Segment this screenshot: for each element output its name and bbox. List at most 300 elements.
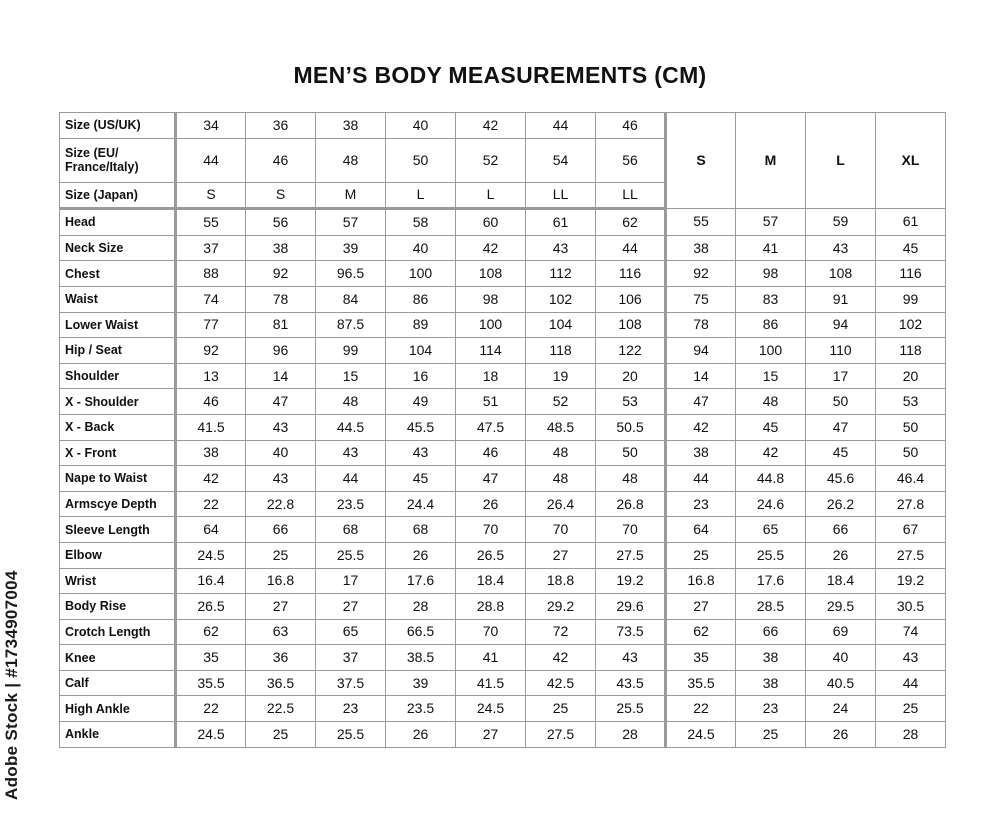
header-size-cell: LL [526, 182, 596, 209]
measurement-value: 27 [666, 594, 736, 620]
measurement-value: 28.8 [456, 594, 526, 620]
measurement-value: 48 [316, 389, 386, 415]
measurement-value: 62 [666, 619, 736, 645]
measurement-value: 45.6 [806, 466, 876, 492]
measurement-value: 15 [736, 363, 806, 389]
measurement-value: 118 [526, 338, 596, 364]
measurement-value: 86 [736, 312, 806, 338]
measurement-value: 29.5 [806, 594, 876, 620]
measurement-value: 50 [876, 414, 946, 440]
header-size-cell: 52 [456, 138, 526, 182]
measurement-label: Hip / Seat [60, 338, 176, 364]
measurement-row [60, 235, 946, 261]
measurement-value: 49 [386, 389, 456, 415]
header-size-cell: 48 [316, 138, 386, 182]
measurement-value: 39 [316, 235, 386, 261]
measurement-value: 108 [806, 261, 876, 287]
header-size-cell: 56 [596, 138, 666, 182]
measurement-label: X - Back [60, 414, 176, 440]
measurement-row [60, 568, 946, 594]
measurement-value: 38 [666, 440, 736, 466]
measurement-label: X - Shoulder [60, 389, 176, 415]
measurement-value: 19.2 [876, 568, 946, 594]
measurement-row [60, 338, 946, 364]
measurement-row [60, 363, 946, 389]
measurement-label: X - Front [60, 440, 176, 466]
measurement-value: 94 [806, 312, 876, 338]
measurement-value: 92 [246, 261, 316, 287]
measurement-value: 22 [176, 491, 246, 517]
measurement-value: 64 [176, 517, 246, 543]
header-size-cell: S [246, 182, 316, 209]
measurement-value: 43 [806, 235, 876, 261]
measurement-value: 38 [736, 645, 806, 671]
measurement-value: 92 [666, 261, 736, 287]
measurement-value: 41.5 [456, 670, 526, 696]
measurement-row [60, 491, 946, 517]
measurement-row [60, 209, 946, 236]
measurement-value: 44 [316, 466, 386, 492]
measurement-value: 16.8 [666, 568, 736, 594]
measurement-value: 40 [246, 440, 316, 466]
measurement-value: 100 [736, 338, 806, 364]
measurement-value: 29.2 [526, 594, 596, 620]
header-size-cell: 44 [176, 138, 246, 182]
measurement-value: 13 [176, 363, 246, 389]
header-size-cell: L [456, 182, 526, 209]
measurement-value: 28 [596, 722, 666, 748]
measurement-value: 77 [176, 312, 246, 338]
measurement-value: 26.4 [526, 491, 596, 517]
measurement-value: 20 [596, 363, 666, 389]
measurement-value: 53 [596, 389, 666, 415]
measurement-value: 24.4 [386, 491, 456, 517]
measurement-value: 69 [806, 619, 876, 645]
stock-watermark: Adobe Stock | #1734907004 [2, 570, 21, 800]
measurement-value: 50.5 [596, 414, 666, 440]
measurement-value: 26 [386, 722, 456, 748]
header-size-cell: 46 [596, 113, 666, 139]
measurement-value: 41 [736, 235, 806, 261]
measurement-value: 65 [316, 619, 386, 645]
measurement-value: 63 [246, 619, 316, 645]
measurement-value: 70 [596, 517, 666, 543]
measurement-label: Elbow [60, 542, 176, 568]
measurement-value: 62 [176, 619, 246, 645]
measurement-value: 24 [806, 696, 876, 722]
measurement-value: 48.5 [526, 414, 596, 440]
measurement-value: 51 [456, 389, 526, 415]
measurement-value: 108 [456, 261, 526, 287]
measurement-value: 53 [876, 389, 946, 415]
measurement-value: 25 [246, 722, 316, 748]
measurement-value: 16.4 [176, 568, 246, 594]
measurement-value: 43 [316, 440, 386, 466]
measurement-value: 20 [876, 363, 946, 389]
measurement-value: 72 [526, 619, 596, 645]
measurement-value: 116 [876, 261, 946, 287]
measurement-value: 37 [316, 645, 386, 671]
measurement-value: 96 [246, 338, 316, 364]
measurement-value: 99 [316, 338, 386, 364]
measurement-value: 25 [736, 722, 806, 748]
measurement-value: 30.5 [876, 594, 946, 620]
measurement-value: 27 [316, 594, 386, 620]
measurement-value: 114 [456, 338, 526, 364]
measurement-value: 24.5 [456, 696, 526, 722]
measurement-value: 26 [806, 722, 876, 748]
measurement-value: 26 [456, 491, 526, 517]
measurement-value: 57 [316, 209, 386, 236]
measurement-value: 55 [176, 209, 246, 236]
measurement-value: 68 [316, 517, 386, 543]
measurement-value: 112 [526, 261, 596, 287]
page-title: MEN’S BODY MEASUREMENTS (CM) [293, 62, 707, 88]
measurement-value: 104 [386, 338, 456, 364]
measurement-label: Armscye Depth [60, 491, 176, 517]
size-chart-body [60, 113, 946, 748]
measurement-label: Wrist [60, 568, 176, 594]
header-size-cell: L [386, 182, 456, 209]
measurement-value: 39 [386, 670, 456, 696]
measurement-row [60, 619, 946, 645]
measurement-value: 47 [806, 414, 876, 440]
measurement-value: 28.5 [736, 594, 806, 620]
measurement-value: 27.5 [596, 542, 666, 568]
measurement-row [60, 286, 946, 312]
measurement-value: 43 [386, 440, 456, 466]
measurement-value: 44 [666, 466, 736, 492]
header-size-cell: LL [596, 182, 666, 209]
letter-size-header: M [736, 113, 806, 209]
header-label: Size (Japan) [60, 182, 176, 209]
measurement-label: Chest [60, 261, 176, 287]
measurement-value: 66.5 [386, 619, 456, 645]
measurement-label: Shoulder [60, 363, 176, 389]
header-size-cell: S [176, 182, 246, 209]
measurement-row [60, 466, 946, 492]
measurement-value: 46 [176, 389, 246, 415]
measurement-value: 98 [736, 261, 806, 287]
measurement-value: 17.6 [386, 568, 456, 594]
measurement-value: 23.5 [316, 491, 386, 517]
measurement-value: 22.5 [246, 696, 316, 722]
measurement-value: 23 [736, 696, 806, 722]
measurement-value: 17.6 [736, 568, 806, 594]
size-chart-table [59, 112, 946, 748]
measurement-value: 70 [526, 517, 596, 543]
measurement-value: 83 [736, 286, 806, 312]
measurement-value: 86 [386, 286, 456, 312]
measurement-value: 42.5 [526, 670, 596, 696]
measurement-value: 96.5 [316, 261, 386, 287]
measurement-value: 70 [456, 517, 526, 543]
measurement-value: 28 [876, 722, 946, 748]
measurement-value: 40 [386, 235, 456, 261]
measurement-value: 74 [876, 619, 946, 645]
measurement-value: 27.5 [876, 542, 946, 568]
measurement-label: Body Rise [60, 594, 176, 620]
letter-size-header: S [666, 113, 736, 209]
measurement-value: 24.5 [176, 542, 246, 568]
measurement-value: 38 [176, 440, 246, 466]
measurement-value: 22 [176, 696, 246, 722]
measurement-value: 27 [456, 722, 526, 748]
measurement-value: 108 [596, 312, 666, 338]
measurement-value: 43 [526, 235, 596, 261]
measurement-value: 40 [806, 645, 876, 671]
measurement-value: 61 [876, 209, 946, 236]
measurement-value: 89 [386, 312, 456, 338]
measurement-value: 73.5 [596, 619, 666, 645]
measurement-value: 15 [316, 363, 386, 389]
measurement-value: 87.5 [316, 312, 386, 338]
measurement-value: 64 [666, 517, 736, 543]
measurement-value: 52 [526, 389, 596, 415]
measurement-value: 19.2 [596, 568, 666, 594]
measurement-value: 40.5 [806, 670, 876, 696]
measurement-value: 47 [456, 466, 526, 492]
measurement-value: 38.5 [386, 645, 456, 671]
header-size-cell: 40 [386, 113, 456, 139]
measurement-value: 43.5 [596, 670, 666, 696]
measurement-value: 104 [526, 312, 596, 338]
measurement-value: 24.5 [176, 722, 246, 748]
measurement-label: Head [60, 209, 176, 236]
measurement-value: 43 [246, 414, 316, 440]
measurement-value: 68 [386, 517, 456, 543]
header-label: Size (US/UK) [60, 113, 176, 139]
measurement-value: 67 [876, 517, 946, 543]
measurement-value: 16 [386, 363, 456, 389]
measurement-value: 43 [596, 645, 666, 671]
measurement-value: 26.8 [596, 491, 666, 517]
measurement-value: 102 [526, 286, 596, 312]
measurement-value: 19 [526, 363, 596, 389]
measurement-value: 14 [666, 363, 736, 389]
letter-size-header: L [806, 113, 876, 209]
measurement-value: 50 [596, 440, 666, 466]
measurement-value: 26 [386, 542, 456, 568]
measurement-value: 50 [876, 440, 946, 466]
measurement-value: 60 [456, 209, 526, 236]
measurement-value: 41.5 [176, 414, 246, 440]
measurement-row [60, 440, 946, 466]
measurement-value: 70 [456, 619, 526, 645]
measurement-value: 41 [456, 645, 526, 671]
measurement-value: 100 [456, 312, 526, 338]
measurement-value: 81 [246, 312, 316, 338]
header-size-cell: 42 [456, 113, 526, 139]
measurement-row [60, 645, 946, 671]
measurement-value: 42 [176, 466, 246, 492]
measurement-value: 45.5 [386, 414, 456, 440]
measurement-value: 57 [736, 209, 806, 236]
measurement-value: 18.8 [526, 568, 596, 594]
measurement-label: Knee [60, 645, 176, 671]
measurement-value: 18.4 [806, 568, 876, 594]
measurement-value: 99 [876, 286, 946, 312]
measurement-value: 25.5 [736, 542, 806, 568]
measurement-value: 26.5 [456, 542, 526, 568]
measurement-row [60, 594, 946, 620]
measurement-value: 17 [316, 568, 386, 594]
header-size-cell: 46 [246, 138, 316, 182]
measurement-value: 14 [246, 363, 316, 389]
header-size-cell: 36 [246, 113, 316, 139]
header-size-cell: 38 [316, 113, 386, 139]
measurement-label: Neck Size [60, 235, 176, 261]
measurement-value: 98 [456, 286, 526, 312]
measurement-value: 44.8 [736, 466, 806, 492]
measurement-value: 44 [596, 235, 666, 261]
header-size-cell: 34 [176, 113, 246, 139]
measurement-value: 66 [246, 517, 316, 543]
measurement-row [60, 542, 946, 568]
measurement-value: 23 [666, 491, 736, 517]
measurement-value: 24.6 [736, 491, 806, 517]
measurement-row [60, 670, 946, 696]
measurement-value: 47 [246, 389, 316, 415]
measurement-row [60, 312, 946, 338]
measurement-value: 46 [456, 440, 526, 466]
measurement-value: 22 [666, 696, 736, 722]
measurement-value: 48 [596, 466, 666, 492]
measurement-value: 29.6 [596, 594, 666, 620]
measurement-value: 45 [806, 440, 876, 466]
measurement-value: 25.5 [316, 542, 386, 568]
measurement-value: 59 [806, 209, 876, 236]
letter-size-header: XL [876, 113, 946, 209]
header-size-cell: 44 [526, 113, 596, 139]
measurement-value: 27.8 [876, 491, 946, 517]
measurement-value: 45 [736, 414, 806, 440]
measurement-value: 61 [526, 209, 596, 236]
measurement-value: 28 [386, 594, 456, 620]
measurement-value: 25.5 [316, 722, 386, 748]
measurement-value: 110 [806, 338, 876, 364]
measurement-value: 55 [666, 209, 736, 236]
measurement-value: 91 [806, 286, 876, 312]
measurement-label: Calf [60, 670, 176, 696]
measurement-value: 25.5 [596, 696, 666, 722]
measurement-value: 25 [526, 696, 596, 722]
measurement-value: 42 [526, 645, 596, 671]
measurement-value: 106 [596, 286, 666, 312]
measurement-value: 25 [876, 696, 946, 722]
measurement-value: 42 [456, 235, 526, 261]
measurement-value: 102 [876, 312, 946, 338]
measurement-value: 65 [736, 517, 806, 543]
measurement-value: 35.5 [176, 670, 246, 696]
measurement-value: 88 [176, 261, 246, 287]
measurement-value: 27.5 [526, 722, 596, 748]
measurement-value: 16.8 [246, 568, 316, 594]
measurement-label: High Ankle [60, 696, 176, 722]
measurement-label: Sleeve Length [60, 517, 176, 543]
measurement-value: 118 [876, 338, 946, 364]
measurement-label: Waist [60, 286, 176, 312]
header-label: Size (EU/ France/Italy) [60, 138, 176, 182]
measurement-value: 36.5 [246, 670, 316, 696]
measurement-value: 50 [806, 389, 876, 415]
measurement-value: 25 [666, 542, 736, 568]
measurement-value: 43 [246, 466, 316, 492]
measurement-value: 23.5 [386, 696, 456, 722]
measurement-value: 58 [386, 209, 456, 236]
measurement-row [60, 389, 946, 415]
measurement-value: 44.5 [316, 414, 386, 440]
measurement-value: 46.4 [876, 466, 946, 492]
measurement-value: 94 [666, 338, 736, 364]
measurement-value: 26 [806, 542, 876, 568]
measurement-value: 22.8 [246, 491, 316, 517]
measurement-value: 18 [456, 363, 526, 389]
measurement-value: 27 [246, 594, 316, 620]
measurement-value: 48 [736, 389, 806, 415]
measurement-value: 45 [386, 466, 456, 492]
measurement-value: 66 [736, 619, 806, 645]
measurement-value: 75 [666, 286, 736, 312]
measurement-value: 44 [876, 670, 946, 696]
measurement-value: 84 [316, 286, 386, 312]
measurement-row [60, 696, 946, 722]
measurement-value: 56 [246, 209, 316, 236]
measurement-value: 45 [876, 235, 946, 261]
measurement-value: 122 [596, 338, 666, 364]
measurement-value: 42 [736, 440, 806, 466]
measurement-value: 26.2 [806, 491, 876, 517]
measurement-value: 18.4 [456, 568, 526, 594]
measurement-row [60, 722, 946, 748]
measurement-value: 78 [246, 286, 316, 312]
measurement-value: 116 [596, 261, 666, 287]
measurement-value: 35.5 [666, 670, 736, 696]
measurement-value: 48 [526, 466, 596, 492]
measurement-value: 24.5 [666, 722, 736, 748]
measurement-value: 42 [666, 414, 736, 440]
measurement-value: 38 [666, 235, 736, 261]
measurement-value: 23 [316, 696, 386, 722]
measurement-value: 62 [596, 209, 666, 236]
measurement-value: 74 [176, 286, 246, 312]
measurement-value: 47.5 [456, 414, 526, 440]
header-size-cell: M [316, 182, 386, 209]
measurement-value: 27 [526, 542, 596, 568]
measurement-label: Lower Waist [60, 312, 176, 338]
measurement-row [60, 517, 946, 543]
measurement-value: 25 [246, 542, 316, 568]
measurement-label: Crotch Length [60, 619, 176, 645]
measurement-value: 35 [666, 645, 736, 671]
measurement-value: 38 [736, 670, 806, 696]
measurement-value: 37.5 [316, 670, 386, 696]
measurement-value: 47 [666, 389, 736, 415]
measurement-value: 37 [176, 235, 246, 261]
measurement-label: Ankle [60, 722, 176, 748]
measurement-value: 92 [176, 338, 246, 364]
measurement-value: 38 [246, 235, 316, 261]
measurement-value: 43 [876, 645, 946, 671]
measurement-row [60, 261, 946, 287]
measurement-value: 17 [806, 363, 876, 389]
measurement-row [60, 414, 946, 440]
measurement-value: 35 [176, 645, 246, 671]
measurement-value: 100 [386, 261, 456, 287]
header-row [60, 113, 946, 139]
measurement-value: 36 [246, 645, 316, 671]
measurement-value: 26.5 [176, 594, 246, 620]
